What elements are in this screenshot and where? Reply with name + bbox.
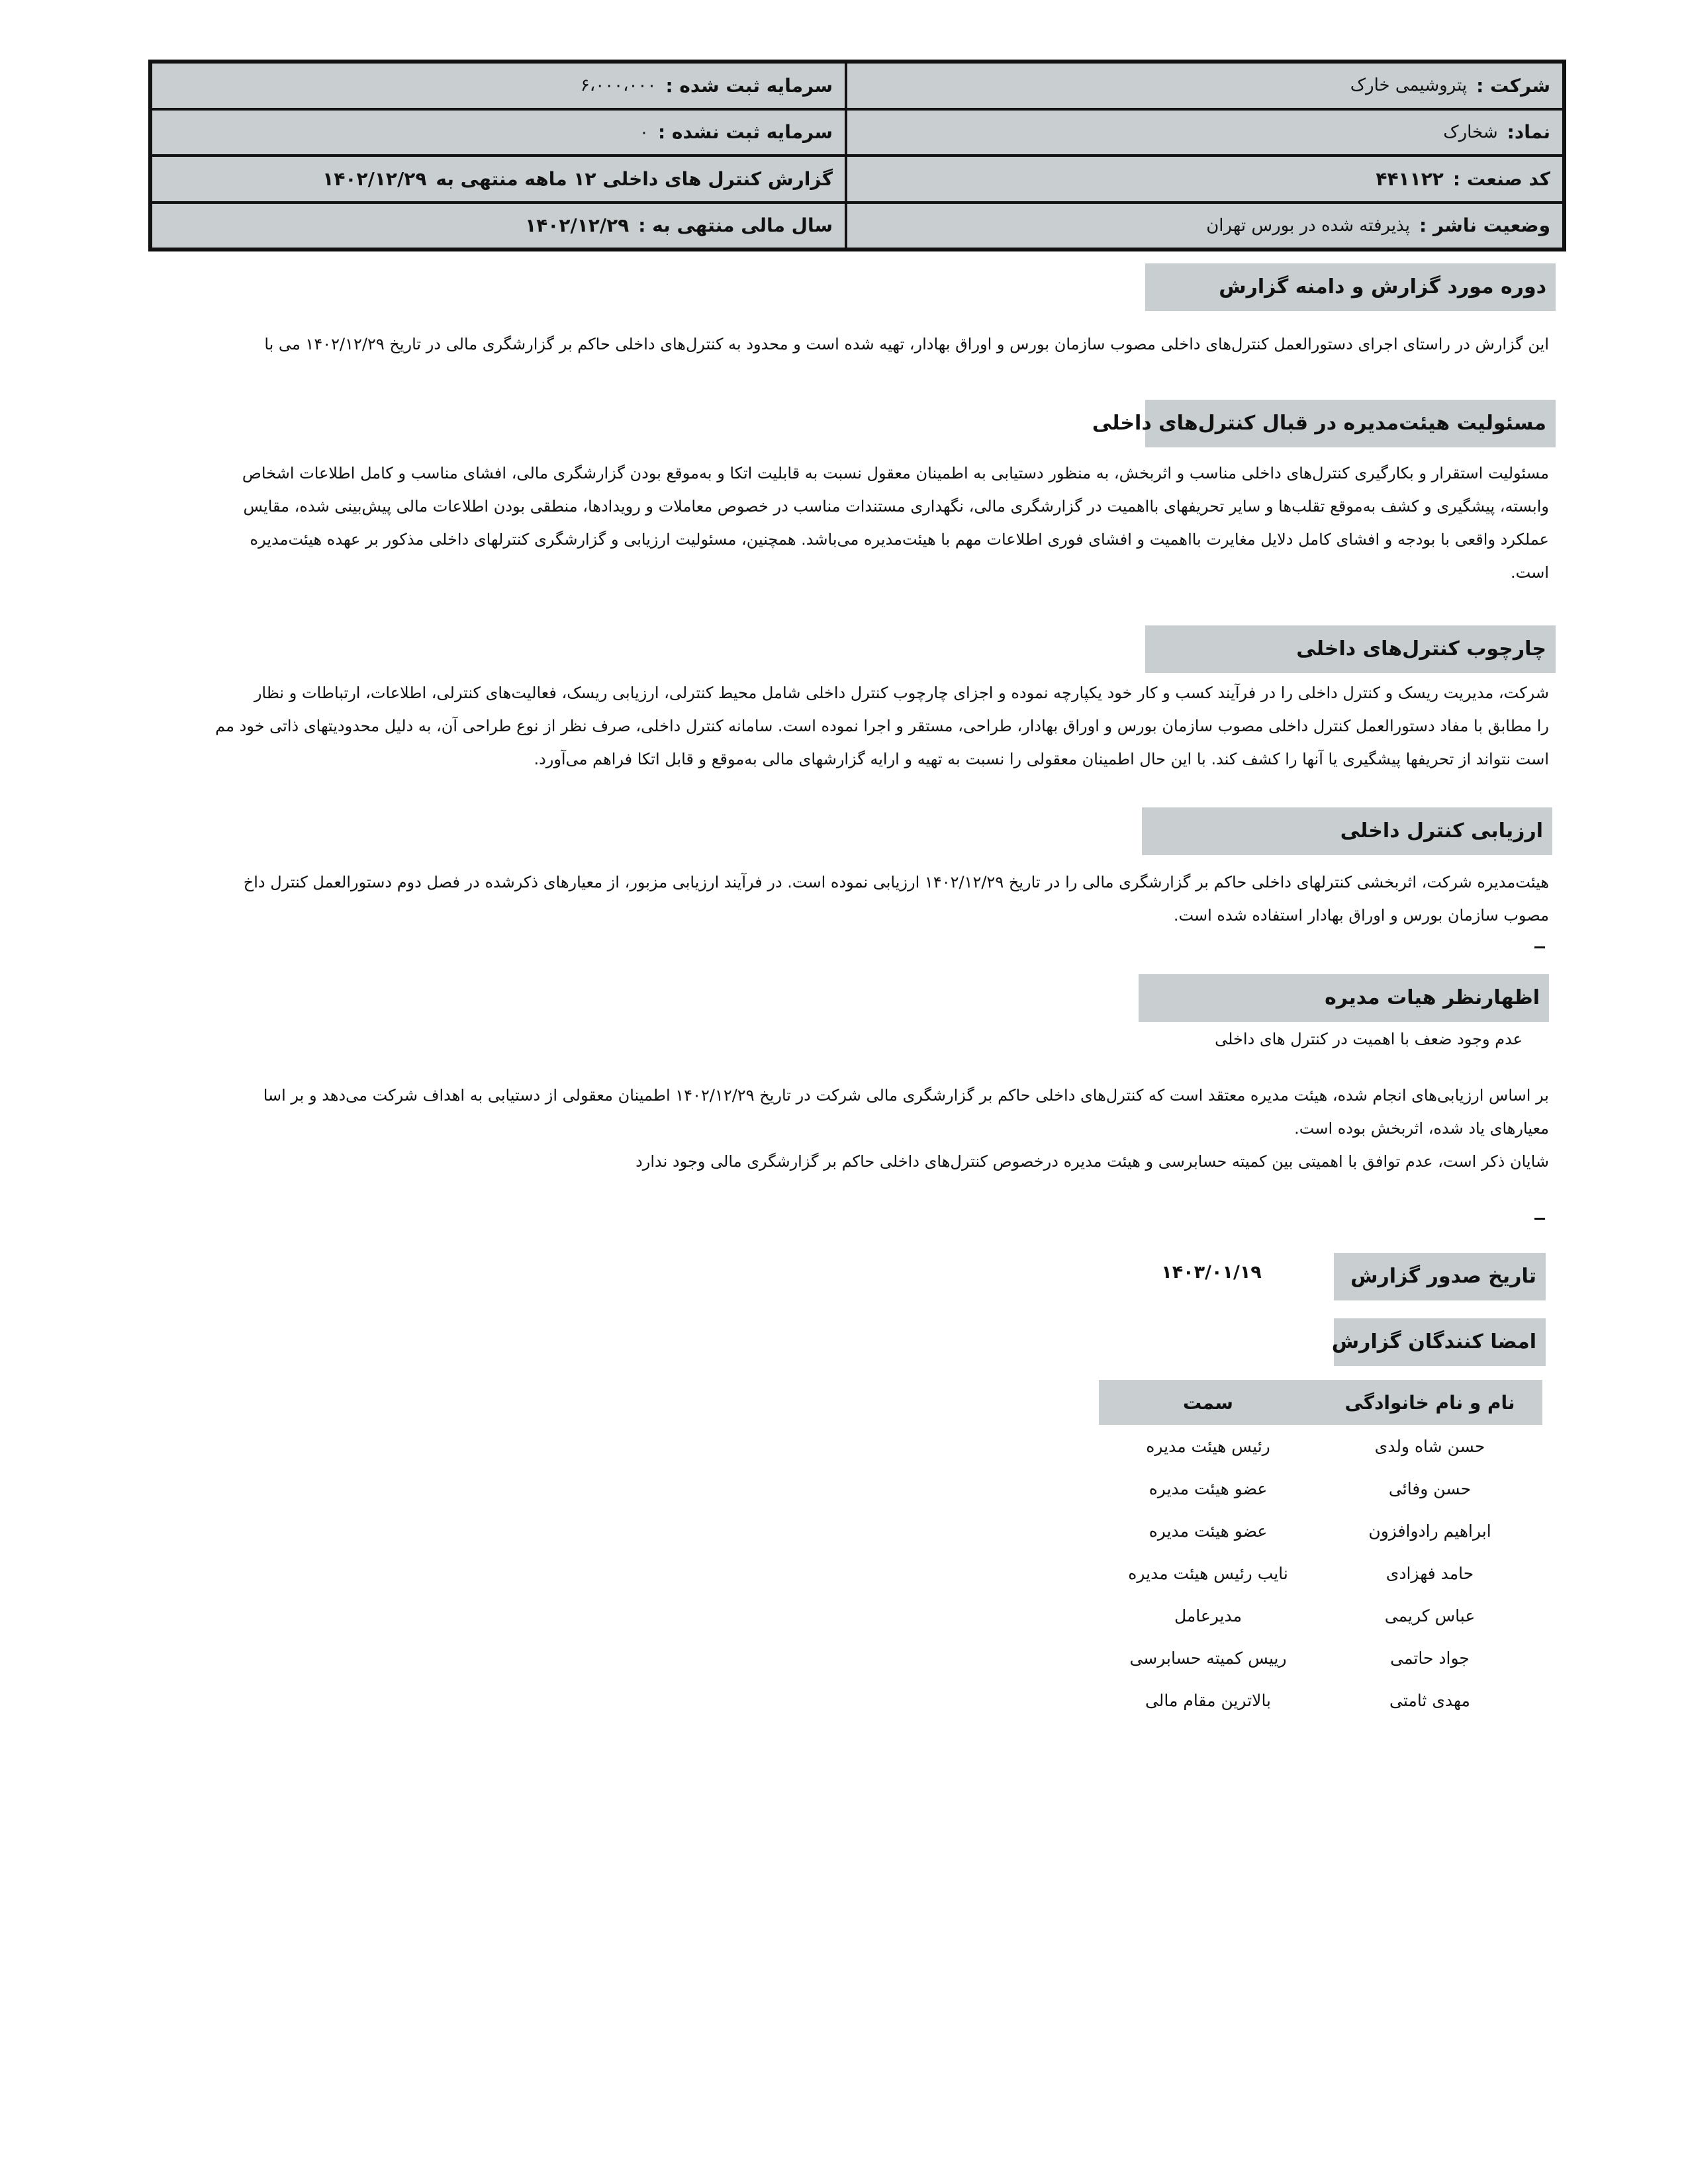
board-section-title: مسئولیت هیئت‌مدیره در قبال کنترل‌های داخلی: [1145, 400, 1556, 447]
signer-name: مهدی ثامتی: [1389, 1690, 1470, 1710]
issuer-status-label: وضعیت ناشر :: [1419, 214, 1550, 237]
registered-capital-label: سرمایه ثبت شده :: [665, 74, 833, 97]
unregistered-capital-label: سرمایه ثبت نشده :: [657, 121, 833, 144]
evaluation-paragraph: [119, 866, 1549, 932]
opinion-line: بر اساس ارزیابی‌های انجام شده، هیئت مدیره معتقد است که کنترل‌های داخلی حاکم بر گزارشگری مالی شرکت در تاریخ ۱۴۰۲/۱۲/۲۹ اطمینان معقولی از دستیابی به اهداف شرکت می‌دهد و بر اسا: [263, 1086, 1549, 1105]
signer-role: رئیس هیئت مدیره: [1146, 1436, 1270, 1456]
framework-line: شرکت، مدیریت ریسک و کنترل داخلی را در فرآیند کسب و کار خود یکپارچه نموده و اجزای چارچوب کنترل داخلی شامل محیط کنترلی، ارزیابی ریسک، فعالیت‌های کنترلی، اطلاعات، ارتباطات و نظار: [254, 684, 1549, 702]
unregistered-capital-value: ۰: [639, 122, 649, 142]
table-row: [1099, 1467, 1542, 1510]
separator-dash: [1534, 1218, 1545, 1220]
fiscal-year-cell: [151, 203, 846, 250]
company-cell: [846, 62, 1564, 109]
column-role-header: سمت: [1183, 1391, 1233, 1414]
separator-dash: [1534, 946, 1545, 948]
signer-role: عضو هیئت مدیره: [1149, 1521, 1268, 1541]
table-row: [1099, 1425, 1542, 1467]
table-row: [1099, 1510, 1542, 1552]
opinion-line: معیارهای یاد شده، اثربخش بوده است.: [1294, 1119, 1549, 1138]
opinion-line: شایان ذکر است، عدم توافق با اهمیتی بین کمیته حسابرسی و هیئت مدیره درخصوص کنترل‌های داخلی حاکم بر گزارشگری مالی وجود ندارد: [635, 1152, 1549, 1171]
evaluation-section-title: ارزیابی کنترل داخلی: [1142, 807, 1552, 855]
issue-date-text: ۱۴۰۳/۰۱/۱۹: [1161, 1262, 1262, 1283]
signer-name: حسن وفائی: [1388, 1479, 1472, 1498]
board-line: است.: [1511, 563, 1549, 582]
symbol-label: نماد:: [1507, 121, 1550, 144]
evaluation-line: هیئت‌مدیره شرکت، اثربخشی کنترلهای داخلی حاکم بر گزارشگری مالی را در تاریخ ۱۴۰۲/۱۲/۲۹ ارزیابی نموده است. در فرآیند ارزیابی مزبور، از معیارهای ذکرشده در فصل دوم دستورالعمل کنترل داخ: [243, 873, 1549, 891]
signers-title: امضا کنندگان گزارش: [1334, 1318, 1546, 1366]
evaluation-line: مصوب سازمان بورس و اوراق بهادار استفاده شده است.: [1173, 906, 1549, 925]
table-row: [1099, 1594, 1542, 1637]
signer-role: مدیرعامل: [1174, 1606, 1243, 1625]
framework-section-title: چارچوب کنترل‌های داخلی: [1145, 625, 1556, 673]
signer-role: بالاترین مقام مالی: [1145, 1690, 1272, 1710]
industry-code-value: ۴۴۱۱۲۲: [1376, 167, 1444, 190]
report-header-table: [148, 60, 1566, 251]
company-label: شرکت :: [1476, 74, 1550, 97]
signer-name: حامد فهزادی: [1385, 1563, 1474, 1583]
opinion-subtitle: [993, 1023, 1523, 1056]
industry-code-cell: [846, 156, 1564, 203]
registered-capital-cell: [151, 62, 846, 109]
table-row: [1099, 1679, 1542, 1721]
issue-date-title: تاریخ صدور گزارش: [1334, 1253, 1546, 1300]
symbol-cell: [846, 109, 1564, 156]
period-section-title: دوره مورد گزارش و دامنه گزارش: [1145, 263, 1556, 311]
symbol-value: شخارک: [1443, 122, 1498, 142]
table-row: [1099, 1552, 1542, 1594]
issuer-status-value: پذیرفته شده در بورس تهران: [1206, 215, 1410, 236]
period-paragraph: [126, 328, 1549, 361]
signer-role: نایب رئیس هیئت مدیره: [1128, 1563, 1288, 1583]
fiscal-year-value: ۱۴۰۲/۱۲/۲۹: [525, 214, 630, 237]
signatories-table: [1099, 1380, 1542, 1721]
column-name-header: نام و نام خانوادگی: [1344, 1391, 1515, 1414]
signer-role: رییس کمیته حسابرسی: [1129, 1648, 1287, 1668]
issuer-status-cell: [846, 203, 1564, 250]
board-line: مسئولیت استقرار و بکارگیری کنترل‌های داخلی مناسب و اثربخش، به منظور دستیابی به اطمینان معقول نسبت به قابلیت اتکا و به‌موقع بودن گزارشگری مالی، افشای مناسب و کامل اطلاعات اشخاص: [242, 464, 1549, 482]
unregistered-capital-cell: [151, 109, 846, 156]
period-line: این گزارش در راستای اجرای دستورالعمل کنترل‌های داخلی مصوب سازمان بورس و اوراق بهادار، تهیه شده است و محدود به کنترل‌های داخلی حاکم بر گزارشگری مالی در تاریخ ۱۴۰۲/۱۲/۲۹ می با: [264, 335, 1549, 353]
table-row: [1099, 1637, 1542, 1679]
fiscal-year-label: سال مالی منتهی به :: [638, 214, 833, 237]
framework-line: است نتواند از تحریفها پیشگیری یا آنها را کشف کند. با این حال اطمینان معقولی را نسبت به تهیه و ارایه گزارشهای مالی به‌موقع و قابل اتکا فراهم می‌آورد.: [534, 750, 1549, 768]
report-period-cell: [151, 156, 846, 203]
report-period-label: گزارش کنترل های داخلی ۱۲ ماهه منتهی به: [436, 167, 833, 190]
framework-paragraph: [119, 676, 1549, 776]
board-paragraph: [119, 457, 1549, 589]
signer-name: عباس کریمی: [1384, 1606, 1476, 1625]
signatories-header: [1099, 1380, 1542, 1425]
signer-name: ابراهیم رادوافزون: [1368, 1521, 1491, 1541]
board-line: عملکرد واقعی با بودجه و افشای کامل دلایل مغایرت بااهمیت و افشای فوری اطلاعات مهم با هیئت‌مدیره می‌باشد. همچنین، مسئولیت ارزیابی و گزارشگری کنترلهای داخلی مذکور بر عهده هیئت‌مدیره: [250, 530, 1549, 549]
report-period-value: ۱۴۰۲/۱۲/۲۹: [322, 167, 427, 190]
signer-name: حسن شاه ولدی: [1374, 1436, 1485, 1456]
opinion-paragraph: [119, 1079, 1549, 1178]
signer-role: عضو هیئت مدیره: [1149, 1479, 1268, 1498]
registered-capital-value: ۶،۰۰۰،۰۰۰: [580, 75, 657, 96]
framework-line: را مطابق با مفاد دستورالعمل کنترل داخلی مصوب سازمان بورس و اوراق بهادار، طراحی، مستقر و اجرا نموده است. سامانه کنترل داخلی، صرف نظر از نوع طراحی آن، به دلیل محدودیتهای ذاتی خود مم: [215, 717, 1549, 735]
opinion-section-title: اظهارنظر هیات مدیره: [1139, 974, 1549, 1022]
issue-date-value: [1112, 1256, 1311, 1289]
company-value: پتروشیمی خارک: [1350, 75, 1468, 96]
industry-code-label: کد صنعت :: [1452, 167, 1550, 190]
opinion-subtitle-line: عدم وجود ضعف با اهمیت در کنترل های داخلی: [1215, 1030, 1523, 1048]
signer-name: جواد حاتمی: [1390, 1648, 1470, 1668]
board-line: وابسته، پیشگیری و کشف به‌موقع تقلب‌ها و سایر تحریفهای بااهمیت در گزارشگری مالی، نگهداری مستندات مناسب در خصوص معاملات و رویدادها، منطقی بودن اطلاعات مالی پیش‌بینی شده، مقایس: [243, 497, 1549, 516]
